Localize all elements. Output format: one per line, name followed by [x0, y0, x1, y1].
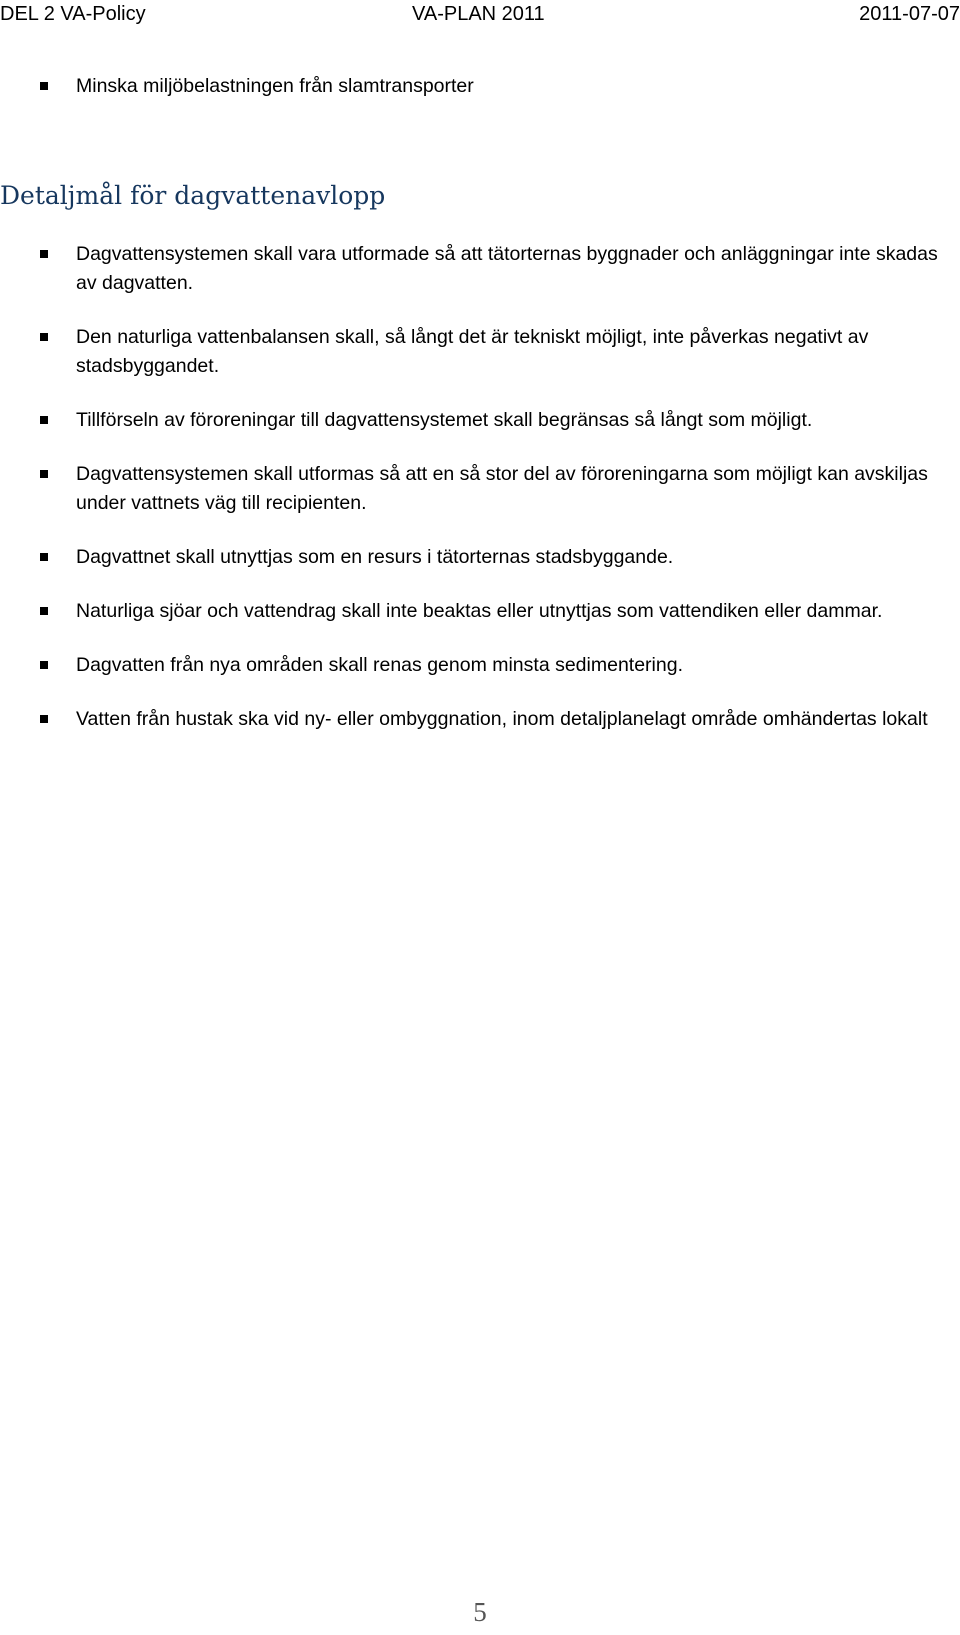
list-item — [0, 406, 960, 435]
list-item-text: Dagvatten från nya områden skall renas genom minsta sedimentering. — [76, 654, 683, 676]
square-bullet-icon — [40, 553, 48, 561]
intro-bullet-list — [0, 72, 960, 101]
list-item-text: Minska miljöbelastningen från slamtransporter — [76, 75, 474, 97]
square-bullet-icon — [40, 607, 48, 615]
list-item-text: Dagvattensystemen skall utformas så att en så stor del av föroreningarna som möjligt kan avskiljas under vattnets väg till recipienten. — [76, 463, 928, 514]
list-item — [0, 323, 960, 381]
square-bullet-icon — [40, 715, 48, 723]
list-item-text: Dagvattensystemen skall vara utformade så att tätorternas byggnader och anläggningar inte skadas av dagvatten. — [76, 243, 938, 294]
page-header — [0, 0, 960, 28]
header-plan-title: VA-PLAN 2011 — [412, 3, 545, 25]
list-item-text: Vatten från hustak ska vid ny- eller ombyggnation, inom detaljplanelagt område omhändertas lokalt — [76, 708, 928, 730]
list-item-text: Den naturliga vattenbalansen skall, så långt det är tekniskt möjligt, inte påverkas negativt av stadsbyggandet. — [76, 326, 869, 377]
list-item-text: Naturliga sjöar och vattendrag skall inte beaktas eller utnyttjas som vattendiken eller dammar. — [76, 600, 883, 622]
detail-goals-bullet-list — [0, 240, 960, 759]
list-item — [0, 460, 960, 518]
list-item — [0, 72, 960, 101]
square-bullet-icon — [40, 470, 48, 478]
square-bullet-icon — [40, 416, 48, 424]
page-number: 5 — [473, 1597, 487, 1627]
square-bullet-icon — [40, 82, 48, 90]
list-item — [0, 597, 960, 626]
list-item — [0, 543, 960, 572]
list-item — [0, 651, 960, 680]
list-item — [0, 240, 960, 298]
square-bullet-icon — [40, 250, 48, 258]
list-item-text: Dagvattnet skall utnyttjas som en resurs i tätorternas stadsbyggande. — [76, 546, 674, 568]
list-item — [0, 705, 960, 734]
list-item-text: Tillförseln av föroreningar till dagvattensystemet skall begränsas så långt som möjligt. — [76, 409, 813, 431]
section-heading: Detaljmål för dagvattenavlopp — [0, 181, 386, 210]
header-document-title: DEL 2 VA-Policy — [0, 3, 146, 25]
square-bullet-icon — [40, 661, 48, 669]
square-bullet-icon — [40, 333, 48, 341]
header-date: 2011-07-07 — [859, 3, 960, 25]
